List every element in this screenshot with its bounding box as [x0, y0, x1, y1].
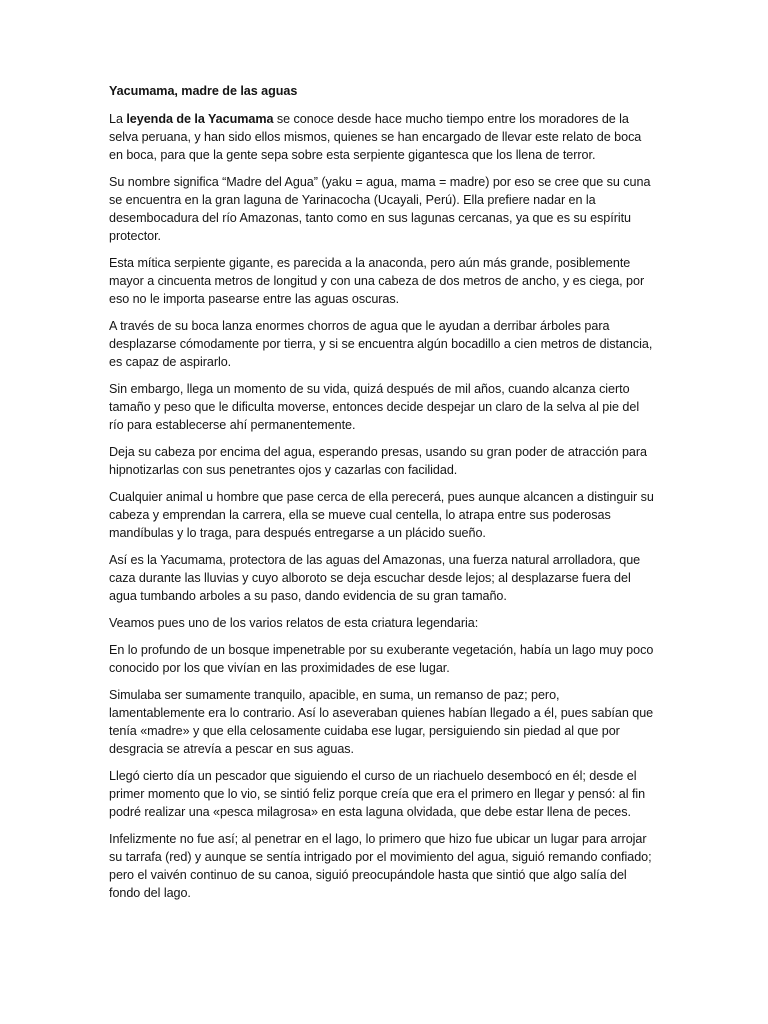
paragraph-4: A través de su boca lanza enormes chorros de agua que le ayudan a derribar árboles para desplazarse cómodamente por tierra, y si se encuentra algún bocadillo a cien metros de distancia, es capaz de aspirarlo. — [109, 319, 653, 369]
paragraph-11: Simulaba ser sumamente tranquilo, apacible, en suma, un remanso de paz; pero, lamentablemente era lo contrario. Así lo aseveraban quienes habían llegado a él, pues sabían que tenía «madre» y que ella celosamente cuidaba ese lugar, persiguiendo sin piedad al que por desgracia se atrevía a pescar en sus aguas. — [109, 688, 654, 756]
paragraph-1-prefix: La — [109, 112, 127, 126]
paragraph-9: Veamos pues uno de los varios relatos de esta criatura legendaria: — [109, 616, 479, 630]
paragraph-1-bold: leyenda de la Yacumama — [126, 112, 274, 126]
paragraph-10: En lo profundo de un bosque impenetrable por su exuberante vegetación, había un lago muy poco conocido por los que vivían en las proximidades de ese lugar. — [109, 643, 654, 675]
paragraph-2: Su nombre significa “Madre del Agua” (yaku = agua, mama = madre) por eso se cree que su cuna se encuentra en la gran laguna de Yarinacocha (Ucayali, Perú). Ella prefiere nadar en la desembocadura del río Amazonas, tanto como en sus lagunas cercanas, ya que es su espíritu protector. — [109, 175, 651, 243]
document-body — [109, 82, 657, 911]
paragraph-6: Deja su cabeza por encima del agua, esperando presas, usando su gran poder de atracción para hipnotizarlas con sus penetrantes ojos y cazarlas con facilidad. — [109, 445, 647, 477]
paragraph-7: Cualquier animal u hombre que pase cerca de ella perecerá, pues aunque alcancen a distinguir su cabeza y emprendan la carrera, ella se mueve cual centella, lo atrapa entre sus poderosas mandíbulas y lo traga, para después entregarse a un plácido sueño. — [109, 490, 654, 540]
paragraph-8: Así es la Yacumama, protectora de las aguas del Amazonas, una fuerza natural arrolladora, que caza durante las lluvias y cuyo alboroto se deja escuchar desde lejos; al desplazarse fuera del agua tumbando arboles a su paso, dando evidencia de su gran tamaño. — [109, 553, 641, 603]
paragraph-12: Llegó cierto día un pescador que siguiendo el curso de un riachuelo desembocó en él; desde el primer momento que lo vio, se sintió feliz porque creía que era el primero en llegar y pensó: al fin podré realizar una «pesca milagrosa» en esta laguna olvidada, que debe estar llena de peces. — [109, 769, 646, 819]
paragraph-5: Sin embargo, llega un momento de su vida, quizá después de mil años, cuando alcanza cierto tamaño y peso que le dificulta moverse, entonces decide despejar un claro de la selva al pie del río para establecerse ahí permanentemente. — [109, 382, 640, 432]
document-title: Yacumama, madre de las aguas — [109, 84, 298, 98]
paragraph-13: Infelizmente no fue así; al penetrar en el lago, lo primero que hizo fue ubicar un lugar para arrojar su tarrafa (red) y aunque se sentía intrigado por el movimiento del agua, siguió remando confiado; pero el vaivén continuo de su canoa, siguió preocupándole hasta que sintió que algo salía del fondo del lago. — [109, 832, 652, 900]
paragraph-1-text: se conoce desde hace mucho tiempo entre los moradores de la selva peruana, y han sido ellos mismos, quienes se han encargado de llevar este relato de boca en boca, para que la gente sepa sobre esta serpiente gigantesca que los llena de terror. — [109, 112, 642, 162]
paragraph-3: Esta mítica serpiente gigante, es parecida a la anaconda, pero aún más grande, posiblemente mayor a cincuenta metros de longitud y con una cabeza de dos metros de ancho, y es ciega, por eso no le importa pasearse entre las aguas oscuras. — [109, 256, 645, 306]
paragraph-1 — [109, 110, 657, 164]
